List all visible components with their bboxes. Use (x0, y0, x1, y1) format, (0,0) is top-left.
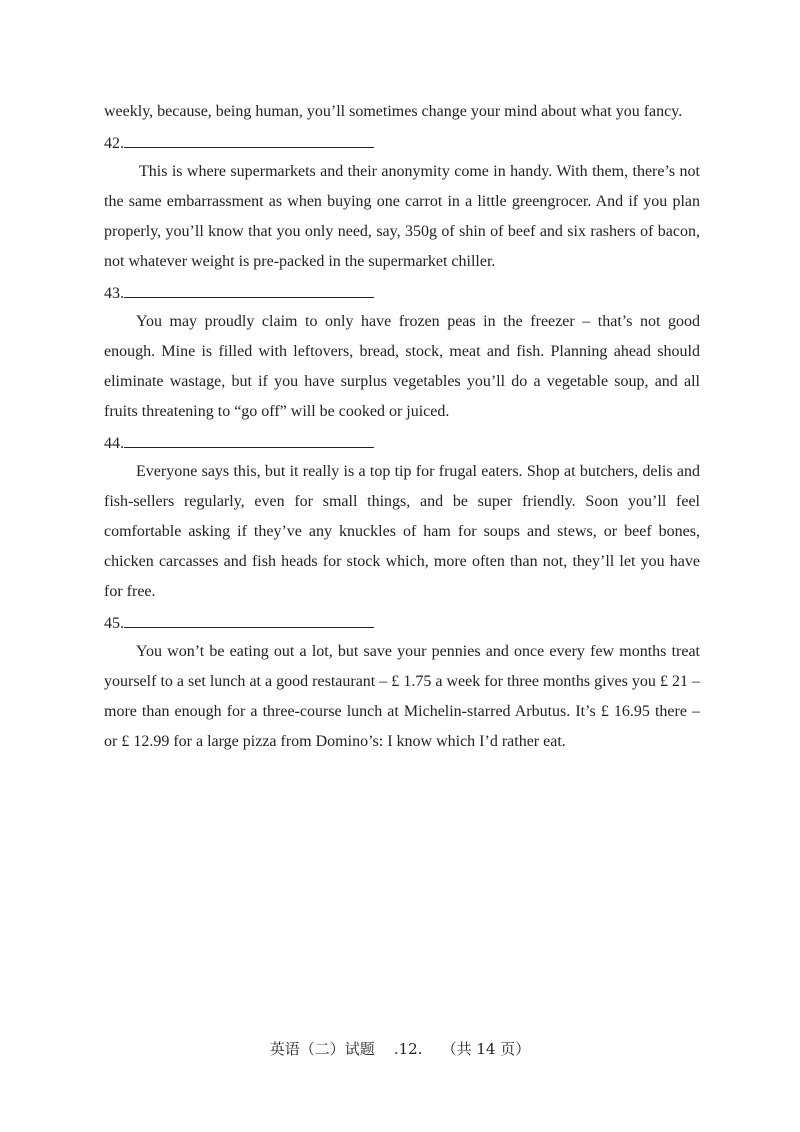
answer-blank[interactable] (124, 127, 374, 148)
question-43-blank-line (104, 277, 700, 307)
answer-blank[interactable] (124, 607, 374, 628)
answer-blank[interactable] (124, 427, 374, 448)
answer-blank[interactable] (124, 277, 374, 298)
paragraph-45: You won’t be eating out a lot, but save your pennies and once every few months treat yourself to a set lunch at a good restaurant – £ 1.75 a week for three months gives you £ 21 – more than enough for a three-course lunch at Michelin-starred Arbutus. It’s £ 16.95 there – or £ 12.99 for a large pizza from Domino’s: I know which I’d rather eat. (104, 643, 700, 750)
question-number: 43. (104, 285, 124, 302)
page-footer: 英语（二）试题 .12. （共 14 页） (269, 1040, 531, 1058)
question-number: 44. (104, 435, 124, 452)
paragraph-43: You may proudly claim to only have frozen peas in the freezer – that’s not good enough. Mine is filled with leftovers, bread, stock, meat and fish. Planning ahead should eliminate wastage, but if you have surplus vegetables you’ll do a vegetable soup, and all fruits threatening to “go off” will be cooked or juiced. (104, 313, 700, 420)
question-number: 42. (104, 135, 124, 152)
question-number: 45. (104, 615, 124, 632)
question-45-blank-line (104, 607, 700, 637)
question-42-blank-line (104, 127, 700, 157)
paragraph-44: Everyone says this, but it really is a top tip for frugal eaters. Shop at butchers, delis and fish-sellers regularly, even for small things, and be super friendly. Soon you’ll feel comfortable asking if they’ve any knuckles of ham for soups and stews, or beef bones, chicken carcasses and fish heads for stock which, more often than not, they’ll let you have for free. (104, 463, 700, 600)
question-44-blank-line (104, 427, 700, 457)
exam-page-body (104, 97, 700, 757)
paragraph-42: This is where supermarkets and their anonymity come in handy. With them, there’s not the same embarrassment as when buying one carrot in a little greengrocer. And if you plan properly, you’ll know that you only need, say, 350g of shin of beef and six rashers of bacon, not whatever weight is pre-packed in the supermarket chiller. (104, 163, 700, 270)
intro-paragraph: weekly, because, being human, you’ll sometimes change your mind about what you fancy. (104, 103, 683, 120)
